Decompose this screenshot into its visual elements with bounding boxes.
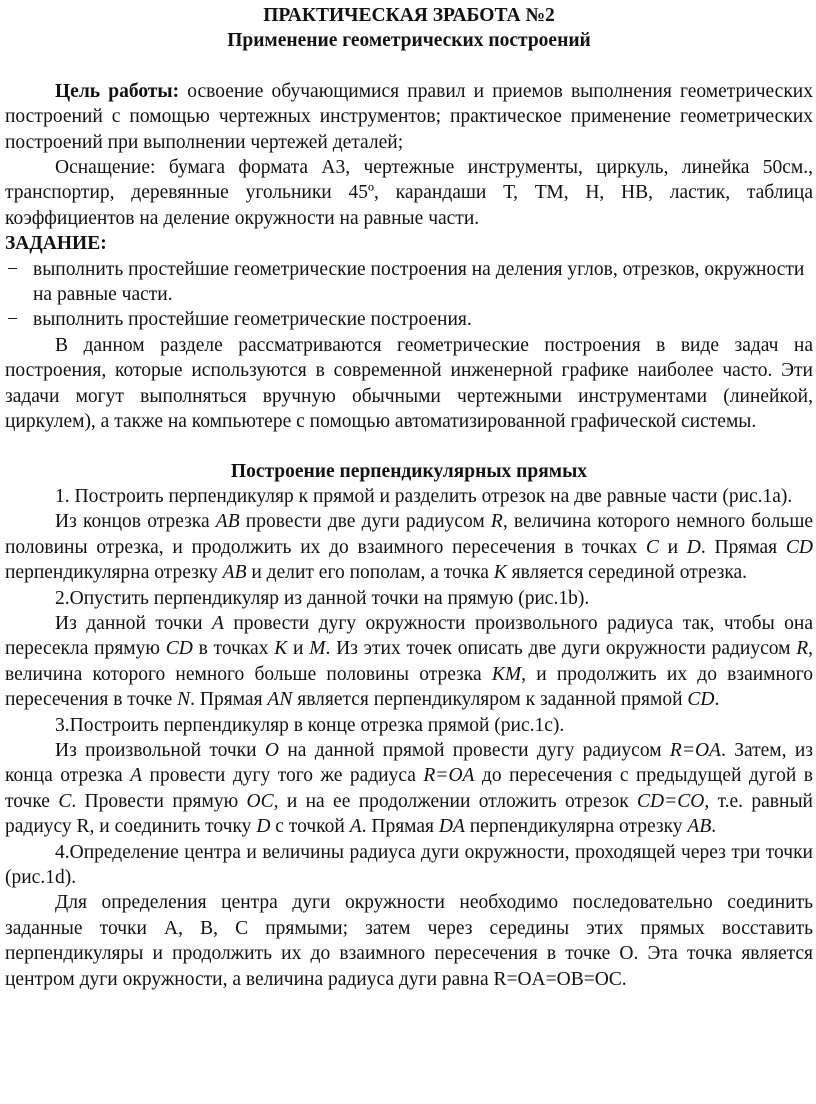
text-run: и делит его пополам, а точка <box>246 562 494 584</box>
segment-label: AB <box>222 562 247 584</box>
text-run: Из данной точки <box>55 612 213 634</box>
point-label: M <box>309 638 326 660</box>
text-run: перпендикулярна отрезку <box>464 816 688 838</box>
point-label: D <box>686 536 701 558</box>
line-label: AN <box>267 689 293 711</box>
text-run: и <box>287 638 310 660</box>
point-label: K <box>493 562 507 584</box>
text-run: . Прямая <box>190 689 268 711</box>
line-label: CD <box>165 638 193 660</box>
text-run: . Прямая <box>361 816 439 838</box>
text-run: и на ее продолжении отложить отрезок <box>278 790 638 812</box>
line-label: OC, <box>246 790 279 812</box>
step-2-text <box>5 611 813 713</box>
spacer <box>5 435 813 459</box>
segment-label: KM, <box>491 663 526 685</box>
text-run: провести две дуги радиусом <box>239 511 491 533</box>
text-run: Из произвольной точки <box>55 739 265 761</box>
point-label: C <box>645 536 659 558</box>
text-run: перпендикулярна отрезку <box>5 562 223 584</box>
text-run: . Прямая <box>700 536 786 558</box>
text-run: . <box>714 689 720 711</box>
step-1-title: 1. Построить перпендикуляр к прямой и разделить отрезок на две равные части (рис.1а). <box>55 485 793 507</box>
text-run: Из концов отрезка <box>55 511 216 533</box>
goal-label: Цель работы: <box>55 80 180 102</box>
dash-bullet-icon: − <box>7 309 18 331</box>
radius-label: R=OA <box>423 765 475 787</box>
text-run: провести дугу окружности произвольного радиуса так, чтобы она пересекла прямую <box>5 612 814 660</box>
text-run: . Провести прямую <box>71 790 247 812</box>
step-4-title: 4.Определение центра и величины радиуса дуги окружности, проходящей через три точки (рис.1d). <box>5 841 813 888</box>
task-item-text: выполнить простейшие геометрические построения на деления углов, отрезков, окружности на равные части. <box>33 258 805 306</box>
step-3-title: 3.Построить перпендикуляр в конце отрезка прямой (рис.1c). <box>55 714 565 736</box>
text-run: , т.е. равный радиусу R, и соединить точку <box>5 790 813 838</box>
point-label: K <box>274 638 288 660</box>
segment-label: AB <box>687 816 712 838</box>
text-run: и <box>658 536 687 558</box>
line-label: CD <box>687 689 715 711</box>
step-3-text <box>5 738 813 840</box>
point-label: A <box>349 816 362 838</box>
text-run: в точках <box>192 638 275 660</box>
equipment-paragraph: Оснащение: бумага формата А3, чертежные инструменты, циркуль, линейка 50см., транспортир, деревянные угольники 45º, карандаши Т, ТМ, Н, НВ, ластик, таблица коэффициентов на деление окружности на равные части. <box>5 157 813 229</box>
point-label: A <box>212 612 224 634</box>
text-run: , величина которого немного больше половины отрезка, и продолжить их до взаимного пересечения в точках <box>5 511 813 558</box>
section-heading: Построение перпендикулярных прямых <box>230 460 588 482</box>
task-item <box>5 307 813 332</box>
point-label: D <box>256 816 271 838</box>
text-run: . Затем, из конца отрезка <box>5 739 813 787</box>
task-list <box>5 257 813 333</box>
text-run: на данной прямой провести дугу радиусом <box>279 739 670 761</box>
step-1-text <box>5 509 813 585</box>
line-label: CD <box>785 536 814 558</box>
point-label: A <box>130 765 143 787</box>
text-run: , величина которого немного больше половины отрезка <box>5 638 814 685</box>
text-run: . Из этих точек описать две дуги окружности радиусом <box>325 638 797 660</box>
task-item <box>5 257 813 308</box>
step-2-title: 2.Опустить перпендикуляр из данной точки на прямую (рис.1b). <box>55 587 590 609</box>
text-run: с точкой <box>270 816 350 838</box>
point-label: N <box>177 689 191 711</box>
text-run: является перпендикуляром к заданной прямой <box>292 689 688 711</box>
text-run: до пересечения с предыдущей дугой в точке <box>5 765 813 812</box>
radius-label: R=OA <box>669 739 721 761</box>
text-run: провести дугу того же радиуса <box>142 765 424 787</box>
task-item-text: выполнить простейшие геометрические построения. <box>33 309 472 331</box>
goal-text: освоение обучающимися правил и приемов выполнения геометрических построений с помощью чертежных инструментов; практическое применение геометрических построений при выполнении чертежей деталей; <box>5 80 813 153</box>
radius-label: R <box>796 638 809 660</box>
task-heading: ЗАДАНИЕ: <box>5 233 107 255</box>
page-title: ПРАКТИЧЕСКАЯ ЗРАБОТА №2 <box>263 5 555 26</box>
dash-bullet-icon: − <box>7 258 18 280</box>
text-run: . <box>711 816 717 838</box>
point-label: C <box>58 790 72 812</box>
line-label: DA <box>438 816 465 838</box>
radius-label: R <box>490 511 503 533</box>
segment-label: CD=CO <box>637 790 705 812</box>
document-body <box>5 3 813 992</box>
text-run: и продолжить их до взаимного пересечения в точке <box>5 663 813 711</box>
point-label: O <box>264 739 280 761</box>
intro-paragraph: В данном разделе рассматриваются геометрические построения в виде задач на построения, которые используются в современной инженерной графике наиболее часто. Эти задачи могут выполняться вручную обычными чертежными инструментами (линейкой, циркулем), а также на компьютере с помощью автоматизированной графической системы. <box>5 334 813 433</box>
page-subtitle: Применение геометрических построений <box>227 30 591 52</box>
text-run: является серединой отрезка. <box>506 562 748 584</box>
spacer <box>5 54 813 79</box>
step-4-text: Для определения центра дуги окружности необходимо последовательно соединить заданные точки А, В, С прямыми; затем через середины этих прямых восставить перпендикуляры и продолжить их до взаимного пересечения в точке О. Эта точка является центром дуги окружности, а величина радиуса дуги равна R=OA=OB=OC. <box>5 892 813 990</box>
goal-paragraph <box>5 79 813 155</box>
segment-label: AB <box>215 511 240 533</box>
